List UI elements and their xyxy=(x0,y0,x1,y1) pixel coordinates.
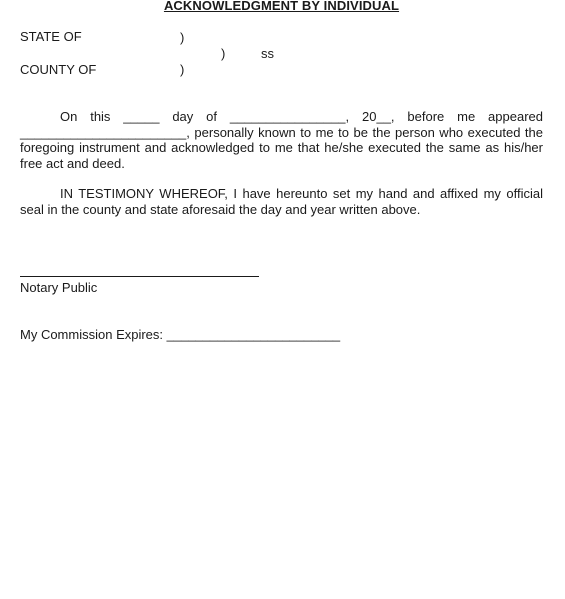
state-paren: ) xyxy=(180,30,185,45)
notary-public-label: Notary Public xyxy=(20,280,98,295)
commission-expires-field: My Commission Expires: ________________________ xyxy=(20,327,341,342)
ss-label: ss xyxy=(261,46,274,61)
acknowledgment-paragraph: On this _____ day of ________________, 20__, before me appeared _______________________, personally known to me to be the person who executed the foregoing instrument and acknowledged to me that he/she executed the same as his/her free act and deed. xyxy=(20,109,543,171)
county-of-label: COUNTY OF xyxy=(20,62,97,77)
middle-paren: ) xyxy=(221,46,226,61)
document-title: ACKNOWLEDGMENT BY INDIVIDUAL xyxy=(163,0,400,13)
county-paren: ) xyxy=(180,62,185,77)
state-of-label: STATE OF xyxy=(20,29,82,44)
testimony-paragraph: IN TESTIMONY WHEREOF, I have hereunto set my hand and affixed my official seal in the county and state aforesaid the day and year written above. xyxy=(20,186,543,217)
notary-signature-line xyxy=(20,276,259,277)
